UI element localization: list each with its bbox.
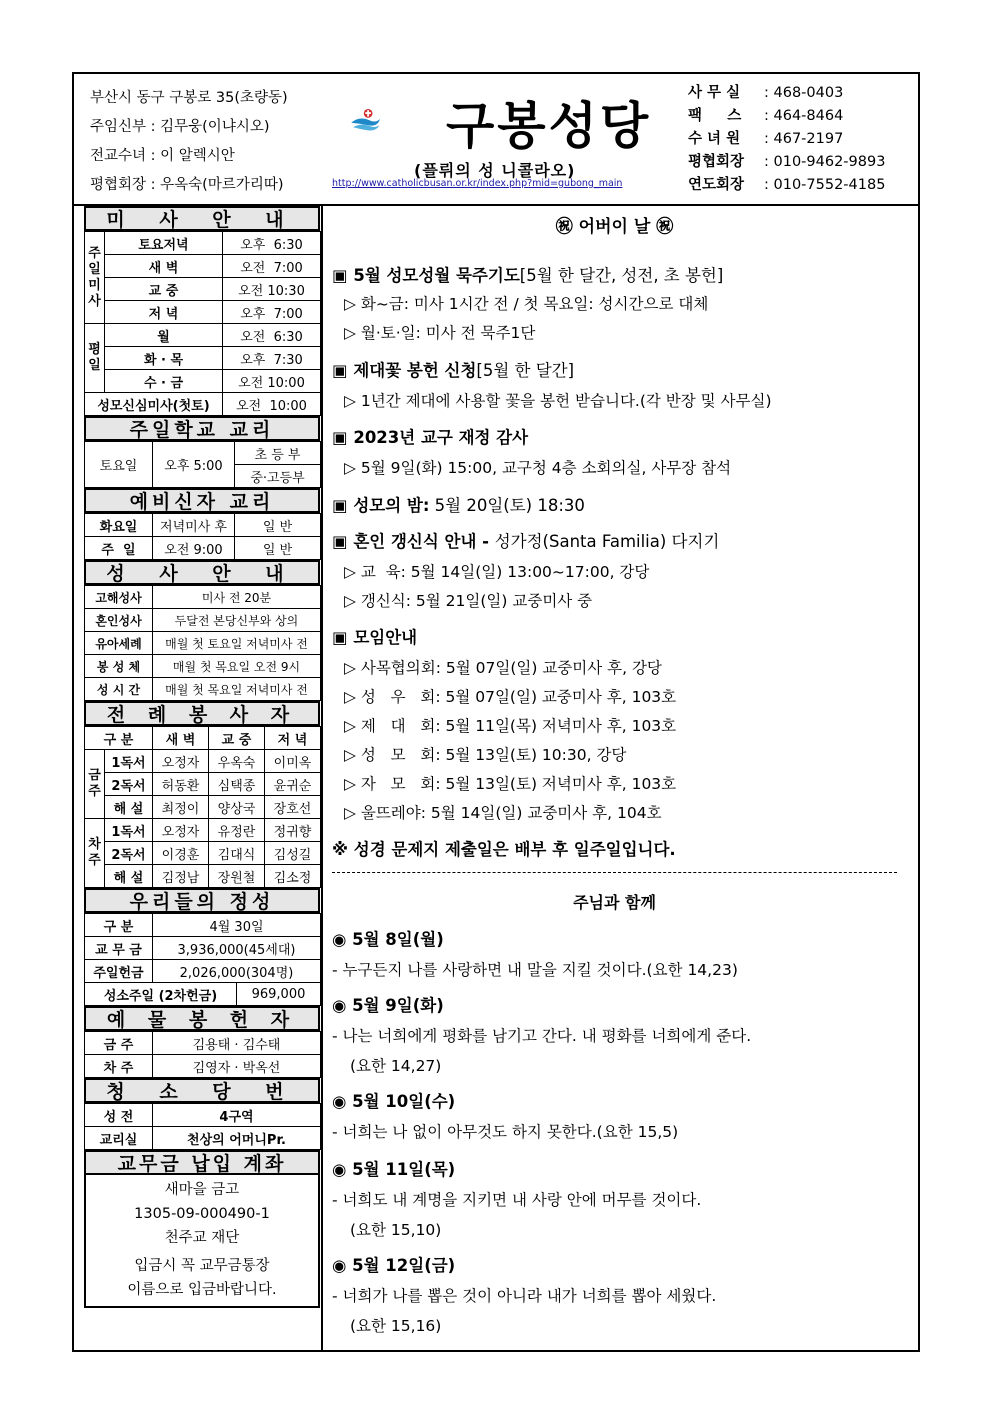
sacrament-name: 혼인성사 bbox=[85, 609, 153, 632]
donor-week: 금 주 bbox=[85, 1032, 153, 1055]
sunday-school-table bbox=[84, 441, 321, 488]
mass-table bbox=[84, 231, 321, 416]
servers-header: 구 분 bbox=[85, 727, 153, 750]
servers-header: 교 중 bbox=[209, 727, 265, 750]
catechumen-table bbox=[84, 513, 321, 560]
sacrament-name: 봉 성 체 bbox=[85, 655, 153, 678]
server-name: 이미옥 bbox=[265, 750, 321, 773]
reading-date: ◉ 5월 9일(화) bbox=[332, 996, 444, 1015]
reading-line: (요한 15,10) bbox=[350, 1221, 442, 1239]
mass-time: 오후 6:30 bbox=[223, 232, 321, 255]
server-name: 장원철 bbox=[209, 865, 265, 888]
server-name: 양상국 bbox=[209, 796, 265, 819]
notice-line: ▷ 사목협의회: 5월 07일(일) 교중미사 후, 강당 bbox=[344, 659, 662, 677]
notice-heading: ▣ 혼인 갱신식 안내 - 성가정(Santa Familia) 다지기 bbox=[332, 532, 720, 551]
reading-line: - 나는 너희에게 평화를 남기고 간다. 내 평화를 너희에게 준다. bbox=[332, 1027, 752, 1045]
special-offering-value: 969,000 bbox=[237, 983, 321, 1006]
cat-group: 일 반 bbox=[235, 514, 321, 537]
donor-names: 김영자 · 박옥선 bbox=[153, 1055, 321, 1078]
notice-line: ▷ 5월 9일(화) 15:00, 교구청 4층 소회의실, 사무장 참석 bbox=[344, 459, 732, 477]
sunday-mass-label: 주일미사 bbox=[85, 232, 105, 324]
offering-label: 구 분 bbox=[85, 914, 153, 937]
week-label: 금주 bbox=[85, 750, 105, 819]
donor-week: 차 주 bbox=[85, 1055, 153, 1078]
sacrament-info: 매월 첫 토요일 저녁미사 전 bbox=[153, 632, 321, 655]
account-title: 교무금 납입 계좌 bbox=[84, 1150, 320, 1175]
notice-heading: ▣ 2023년 교구 재정 감사 bbox=[332, 428, 529, 447]
offering-label: 교 무 금 bbox=[85, 937, 153, 960]
school-day: 토요일 bbox=[85, 442, 153, 488]
left-column bbox=[84, 208, 320, 1308]
reading-line: (요한 14,27) bbox=[350, 1057, 442, 1075]
reading-line: - 누구든지 나를 사랑하면 내 말을 지킬 것이다.(요한 14,23) bbox=[332, 961, 738, 979]
catechumen-title: 예비신자 교리 bbox=[84, 488, 320, 513]
sacrament-name: 성 시 간 bbox=[85, 678, 153, 701]
servers-header: 새 벽 bbox=[153, 727, 209, 750]
special-mass-name: 성모신심미사(첫토) bbox=[85, 393, 223, 416]
cleaning-place: 성 전 bbox=[85, 1104, 153, 1127]
server-name: 오정자 bbox=[153, 819, 209, 842]
mass-time: 오전 10:30 bbox=[223, 278, 321, 301]
reading-line: - 너희는 나 없이 아무것도 하지 못한다.(요한 15,5) bbox=[332, 1123, 679, 1141]
reading-line: (요한 15,16) bbox=[350, 1317, 442, 1335]
council-president: 평협회장 : 우옥숙(마르가리따) bbox=[90, 177, 284, 193]
reading-date: ◉ 5월 11일(목) bbox=[332, 1160, 456, 1179]
notice-footnote: ※ 성경 문제지 제출일은 배부 후 일주일입니다. bbox=[332, 840, 676, 859]
cat-group: 일 반 bbox=[235, 537, 321, 560]
server-name: 윤귀순 bbox=[265, 773, 321, 796]
address: 부산시 동구 구봉로 35(초량동) bbox=[90, 90, 288, 106]
offering-value: 3,936,000(45세대) bbox=[153, 937, 321, 960]
notice-line: ▷ 화~금: 미사 1시간 전 / 첫 목요일: 성시간으로 대체 bbox=[344, 295, 709, 313]
cleaning-group: 천상의 어머니Pr. bbox=[153, 1127, 321, 1150]
notice-line: ▷ 제 대 회: 5월 11일(목) 저녁미사 후, 103호 bbox=[344, 717, 677, 735]
notice-line: ▷ 월·토·일: 미사 전 묵주1단 bbox=[344, 324, 536, 342]
cleaning-place: 교리실 bbox=[85, 1127, 153, 1150]
role: 해 설 bbox=[105, 865, 153, 888]
mass-name: 토요저녁 bbox=[105, 232, 223, 255]
reading-line: - 너희도 내 계명을 지키면 내 사랑 안에 머무를 것이다. bbox=[332, 1191, 702, 1209]
server-name: 최정이 bbox=[153, 796, 209, 819]
server-name: 김성길 bbox=[265, 842, 321, 865]
server-name: 오정자 bbox=[153, 750, 209, 773]
contact-row: 수 녀 원 : 467-2197 bbox=[688, 131, 844, 147]
parish-url-link[interactable]: http://www.catholicbusan.or.kr/index.php?mid=gubong_main bbox=[332, 178, 623, 189]
notice-line: ▷ 갱신식: 5월 21일(일) 교중미사 중 bbox=[344, 592, 593, 610]
account-number: 1305-09-000490-1 bbox=[134, 1206, 270, 1222]
bulletin-frame bbox=[72, 72, 920, 1352]
offering-table bbox=[84, 913, 321, 1006]
reading-date: ◉ 5월 10일(수) bbox=[332, 1092, 456, 1111]
offering-value: 4월 30일 bbox=[153, 914, 321, 937]
notice-line: ▷ 성 우 회: 5월 07일(일) 교중미사 후, 103호 bbox=[344, 688, 677, 706]
cat-day: 화요일 bbox=[85, 514, 153, 537]
server-name: 우옥숙 bbox=[209, 750, 265, 773]
account-note: 입금시 꼭 교무금통장 bbox=[134, 1258, 270, 1274]
parish-title: 구봉성당 bbox=[446, 97, 652, 155]
sacrament-info: 매월 첫 목요일 오전 9시 bbox=[153, 655, 321, 678]
notice-heading: ▣ 성모의 밤: 5월 20일(토) 18:30 bbox=[332, 496, 585, 515]
bank-name: 새마을 금고 bbox=[164, 1182, 240, 1198]
server-name: 정귀향 bbox=[265, 819, 321, 842]
account-note: 이름으로 입금바랍니다. bbox=[127, 1282, 277, 1298]
server-name: 김소정 bbox=[265, 865, 321, 888]
offering-value: 2,026,000(304명) bbox=[153, 960, 321, 983]
mass-name: 월 bbox=[105, 324, 223, 347]
sacrament-info: 매월 첫 목요일 저녁미사 전 bbox=[153, 678, 321, 701]
parish-logo-icon bbox=[350, 84, 450, 164]
pastor: 주임신부 : 김무웅(이냐시오) bbox=[90, 119, 270, 135]
account-box bbox=[84, 1173, 320, 1308]
cat-time: 저녁미사 후 bbox=[153, 514, 235, 537]
role: 1독서 bbox=[105, 819, 153, 842]
week-label: 차주 bbox=[85, 819, 105, 888]
school-time: 오후 5:00 bbox=[153, 442, 235, 488]
servers-title: 전 례 봉 사 자 bbox=[84, 701, 320, 726]
notice-heading: ▣ 모임안내 bbox=[332, 628, 418, 647]
notice-heading: ▣ 5월 성모성월 묵주기도[5월 한 달간, 성전, 초 봉헌] bbox=[332, 266, 724, 285]
servers-header: 저 녁 bbox=[265, 727, 321, 750]
sacrament-name: 고해성사 bbox=[85, 586, 153, 609]
cleaning-title: 청 소 당 번 bbox=[84, 1078, 320, 1103]
header-info bbox=[90, 84, 288, 200]
sacrament-title: 성 사 안 내 bbox=[84, 560, 320, 585]
server-name: 김정남 bbox=[153, 865, 209, 888]
mass-name: 수 · 금 bbox=[105, 370, 223, 393]
mass-time: 오후 7:30 bbox=[223, 347, 321, 370]
mass-time: 오전 7:00 bbox=[223, 255, 321, 278]
mass-time: 오전 6:30 bbox=[223, 324, 321, 347]
mass-name: 화 · 목 bbox=[105, 347, 223, 370]
cat-day: 주 일 bbox=[85, 537, 153, 560]
cleaning-table bbox=[84, 1103, 321, 1150]
mass-name: 저 녁 bbox=[105, 301, 223, 324]
header bbox=[74, 74, 918, 206]
server-name: 이경훈 bbox=[153, 842, 209, 865]
donors-title: 예 물 봉 헌 자 bbox=[84, 1006, 320, 1031]
school-group: 초 등 부 bbox=[235, 442, 321, 465]
notice-line: ▷ 자 모 회: 5월 13일(토) 저녁미사 후, 103호 bbox=[344, 775, 677, 793]
donor-names: 김용태 · 김수태 bbox=[153, 1032, 321, 1055]
role: 2독서 bbox=[105, 842, 153, 865]
contact-row: 평협회장 : 010-9462-9893 bbox=[688, 154, 886, 170]
role: 해 설 bbox=[105, 796, 153, 819]
contact-row: 연도회장 : 010-7552-4185 bbox=[688, 177, 886, 193]
server-name: 장호선 bbox=[265, 796, 321, 819]
special-offering-label: 성소주일 (2차헌금) bbox=[85, 983, 237, 1006]
notice-heading: ▣ 제대꽃 봉헌 신청[5월 한 달간] bbox=[332, 361, 575, 380]
sacrament-info: 두달전 본당신부와 상의 bbox=[153, 609, 321, 632]
cleaning-group: 4구역 bbox=[153, 1104, 321, 1127]
sister: 전교수녀 : 이 알렉시안 bbox=[90, 148, 235, 164]
server-name: 김대식 bbox=[209, 842, 265, 865]
mass-name: 교 중 bbox=[105, 278, 223, 301]
server-name: 심택종 bbox=[209, 773, 265, 796]
parish-subtitle: (플뤼의 성 니콜라오) bbox=[414, 161, 576, 180]
sunday-school-title: 주일학교 교리 bbox=[84, 416, 320, 441]
sacrament-table bbox=[84, 585, 321, 701]
sacrament-info: 미사 전 20분 bbox=[153, 586, 321, 609]
server-name: 허동환 bbox=[153, 773, 209, 796]
role: 1독서 bbox=[105, 750, 153, 773]
column-divider bbox=[321, 204, 323, 1352]
reading-date: ◉ 5월 12일(금) bbox=[332, 1256, 456, 1275]
donors-table bbox=[84, 1031, 321, 1078]
special-mass-time: 오전 10:00 bbox=[223, 393, 321, 416]
sacrament-name: 유아세례 bbox=[85, 632, 153, 655]
offering-label: 주일헌금 bbox=[85, 960, 153, 983]
contacts bbox=[688, 82, 885, 197]
mass-section-title: 미 사 안 내 bbox=[84, 206, 320, 231]
role: 2독서 bbox=[105, 773, 153, 796]
cat-time: 오전 9:00 bbox=[153, 537, 235, 560]
notice-line: ▷ 성 모 회: 5월 13일(토) 10:30, 강당 bbox=[344, 746, 627, 764]
server-name: 유정란 bbox=[209, 819, 265, 842]
offering-title: 우리들의 정성 bbox=[84, 888, 320, 913]
reading-line: - 너희가 나를 뽑은 것이 아니라 내가 너희를 뽑아 세웠다. bbox=[332, 1287, 717, 1305]
contact-row: 사 무 실 : 468-0403 bbox=[688, 85, 844, 101]
notice-line: ▷ 1년간 제대에 사용할 꽃을 봉헌 받습니다.(각 반장 및 사무실) bbox=[344, 392, 772, 410]
weekday-mass-label: 평일 bbox=[85, 324, 105, 393]
notice-line: ▷ 울뜨레야: 5월 14일(일) 교중미사 후, 104호 bbox=[344, 804, 662, 822]
contact-row: 팩 스 : 464-8464 bbox=[688, 108, 844, 124]
mass-time: 오후 7:00 bbox=[223, 301, 321, 324]
notice-line: ▷ 교 육: 5월 14일(일) 13:00~17:00, 강당 bbox=[344, 563, 650, 581]
account-holder: 천주교 재단 bbox=[164, 1230, 240, 1246]
mass-name: 새 벽 bbox=[105, 255, 223, 278]
school-group: 중·고등부 bbox=[235, 465, 321, 488]
reading-date: ◉ 5월 8일(월) bbox=[332, 930, 444, 949]
headline: ㊗ 어버이 날 ㊗ bbox=[555, 217, 674, 237]
servers-table bbox=[84, 726, 321, 888]
with-lord-title: 주님과 함께 bbox=[573, 893, 656, 912]
mass-time: 오전 10:00 bbox=[223, 370, 321, 393]
dashed-divider bbox=[332, 872, 897, 873]
